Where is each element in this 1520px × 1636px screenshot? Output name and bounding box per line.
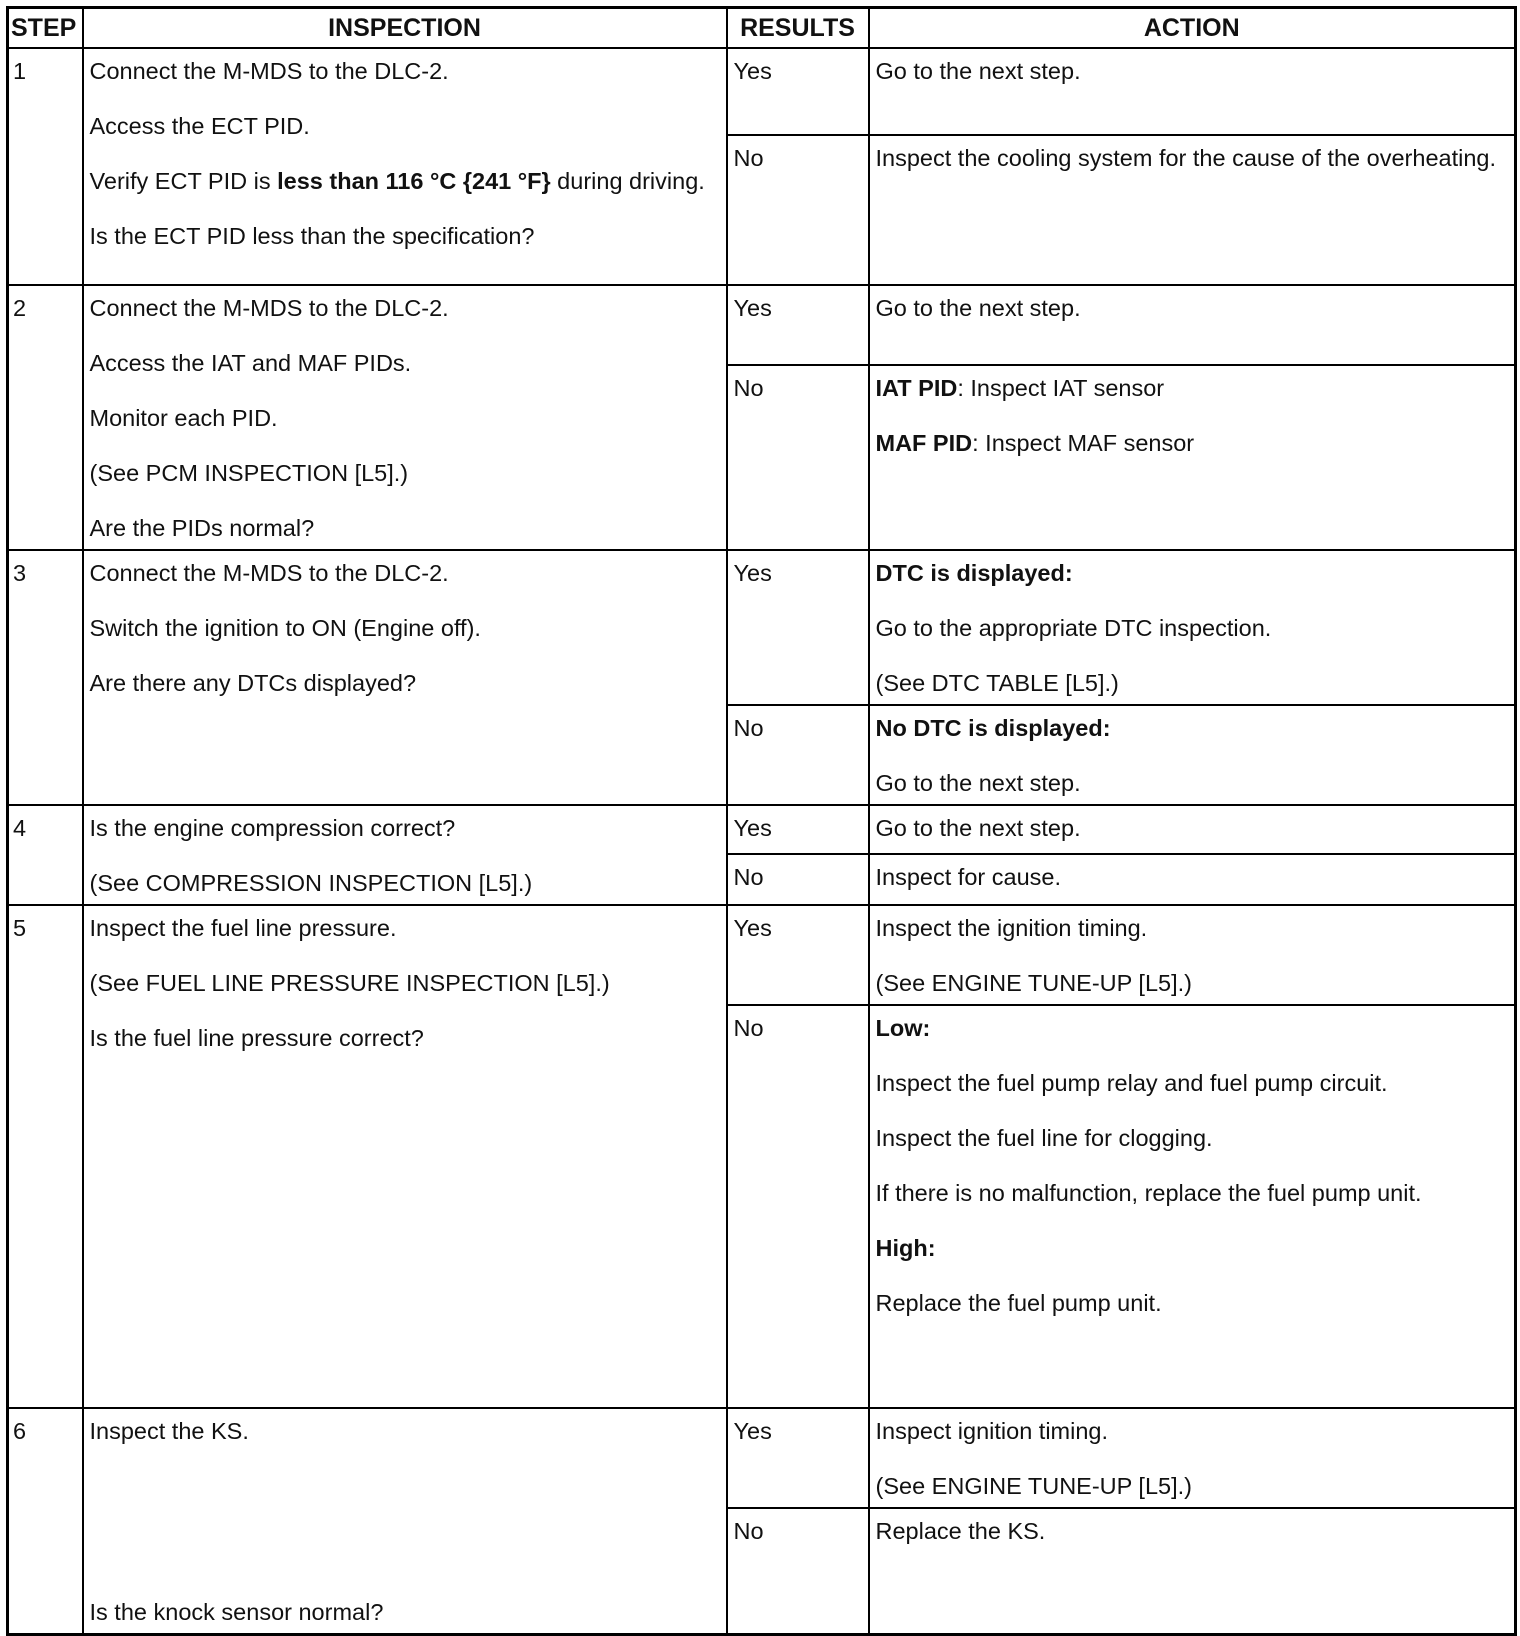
step-3-insp-line2: Switch the ignition to ON (Engine off). [89,615,481,641]
step-3-yes-line2: (See DTC TABLE [L5].) [875,670,1119,696]
step-2-action-no [869,365,1516,550]
step-6-yes-row [8,1408,1516,1508]
step-4-inspection [83,805,727,905]
step-4-result-no: No [727,854,869,905]
step-1-action-no: Inspect the cooling system for the cause of the overheating. [869,135,1516,285]
step-5-low-line3: If there is no malfunction, replace the fuel pump unit. [875,1180,1422,1206]
step-1-result-no: No [727,135,869,285]
step-1-insp-line3-pre: Verify ECT PID is [89,168,278,194]
step-5-insp-line1: Inspect the fuel line pressure. [89,915,397,941]
step-5-yes-row [8,905,1516,1005]
step-6-yes-line1: Inspect ignition timing. [875,1418,1109,1444]
step-3-yes-heading: DTC is displayed: [875,560,1073,586]
step-5-number: 5 [8,905,83,1408]
step-4-insp-line1: Is the engine compression correct? [89,815,456,841]
step-6-result-yes: Yes [727,1408,869,1508]
step-5-high-heading: High: [875,1235,936,1261]
step-2-number: 2 [8,285,83,550]
step-2-iat-label: IAT PID [875,374,958,401]
header-step: STEP [8,8,83,49]
step-6-action-yes [869,1408,1516,1508]
header-results: RESULTS [727,8,869,49]
step-2-maf-text: : Inspect MAF sensor [972,429,1195,456]
step-5-action-no [869,1005,1516,1408]
step-5-low-line1: Inspect the fuel pump relay and fuel pump circuit. [875,1070,1388,1096]
header-action: ACTION [869,8,1516,49]
step-3-result-yes: Yes [727,550,869,705]
step-4-yes-row [8,805,1516,854]
step-1-insp-line3-post: during driving. [550,168,705,194]
step-2-insp-line4: (See PCM INSPECTION [L5].) [89,460,409,486]
step-2-result-yes: Yes [727,285,869,365]
step-4-insp-line2: (See COMPRESSION INSPECTION [L5].) [89,870,533,896]
step-3-yes-line1: Go to the appropriate DTC inspection. [875,615,1272,641]
step-5-result-no: No [727,1005,869,1408]
step-1-number: 1 [8,48,83,285]
step-3-no-line1: Go to the next step. [875,770,1081,796]
step-5-question: Is the fuel line pressure correct? [89,1025,424,1051]
diagnostic-table [6,6,1517,1636]
step-1-question: Is the ECT PID less than the specification? [89,223,535,249]
step-2-inspection [83,285,727,550]
step-1-inspection [83,48,727,285]
step-2-yes-row [8,285,1516,365]
header-inspection: INSPECTION [83,8,727,49]
step-4-number: 4 [8,805,83,905]
step-4-action-no: Inspect for cause. [869,854,1516,905]
step-5-result-yes: Yes [727,905,869,1005]
step-4-result-yes: Yes [727,805,869,854]
step-5-low-line2: Inspect the fuel line for clogging. [875,1125,1213,1151]
step-1-result-yes: Yes [727,48,869,135]
step-3-question: Are there any DTCs displayed? [89,670,417,696]
step-6-result-no: No [727,1508,869,1634]
step-2-iat-text: : Inspect IAT sensor [957,374,1165,401]
step-5-yes-line2: (See ENGINE TUNE-UP [L5].) [875,970,1192,996]
step-6-action-no: Replace the KS. [869,1508,1516,1634]
step-5-yes-line1: Inspect the ignition timing. [875,915,1148,941]
step-2-action-iat [876,374,1509,403]
step-5-action-yes [869,905,1516,1005]
step-2-insp-line3: Monitor each PID. [89,405,278,431]
step-2-insp-line1: Connect the M-MDS to the DLC-2. [89,295,449,321]
step-3-insp-line1: Connect the M-MDS to the DLC-2. [89,560,449,586]
step-1-insp-line1: Connect the M-MDS to the DLC-2. [89,58,449,84]
step-2-action-maf [876,429,1509,458]
step-2-question: Are the PIDs normal? [89,515,315,541]
step-6-inspection [83,1408,727,1634]
step-5-high-line1: Replace the fuel pump unit. [875,1290,1162,1316]
step-6-yes-line2: (See ENGINE TUNE-UP [L5].) [875,1473,1192,1499]
step-5-insp-line2: (See FUEL LINE PRESSURE INSPECTION [L5].) [89,970,610,996]
step-1-action-yes: Go to the next step. [869,48,1516,135]
step-6-number: 6 [8,1408,83,1634]
step-6-question: Is the knock sensor normal? [89,1598,384,1625]
step-3-result-no: No [727,705,869,805]
step-4-action-yes: Go to the next step. [869,805,1516,854]
step-2-action-yes: Go to the next step. [869,285,1516,365]
step-3-number: 3 [8,550,83,805]
step-6-insp-line1: Inspect the KS. [89,1418,249,1444]
step-3-action-no [869,705,1516,805]
step-2-maf-label: MAF PID [875,429,973,456]
step-2-result-no: No [727,365,869,550]
step-1-insp-line3 [90,167,720,196]
step-1-spec-value: less than 116 °C {241 °F} [277,168,551,194]
step-5-low-heading: Low: [875,1015,931,1041]
step-1-insp-line2: Access the ECT PID. [89,113,310,139]
step-5-inspection [83,905,727,1408]
step-2-insp-line2: Access the IAT and MAF PIDs. [89,350,412,376]
step-1-yes-row [8,48,1516,135]
step-3-action-yes [869,550,1516,705]
header-row [8,8,1516,49]
step-3-inspection [83,550,727,805]
step-3-no-heading: No DTC is displayed: [875,715,1111,741]
step-3-yes-row [8,550,1516,705]
